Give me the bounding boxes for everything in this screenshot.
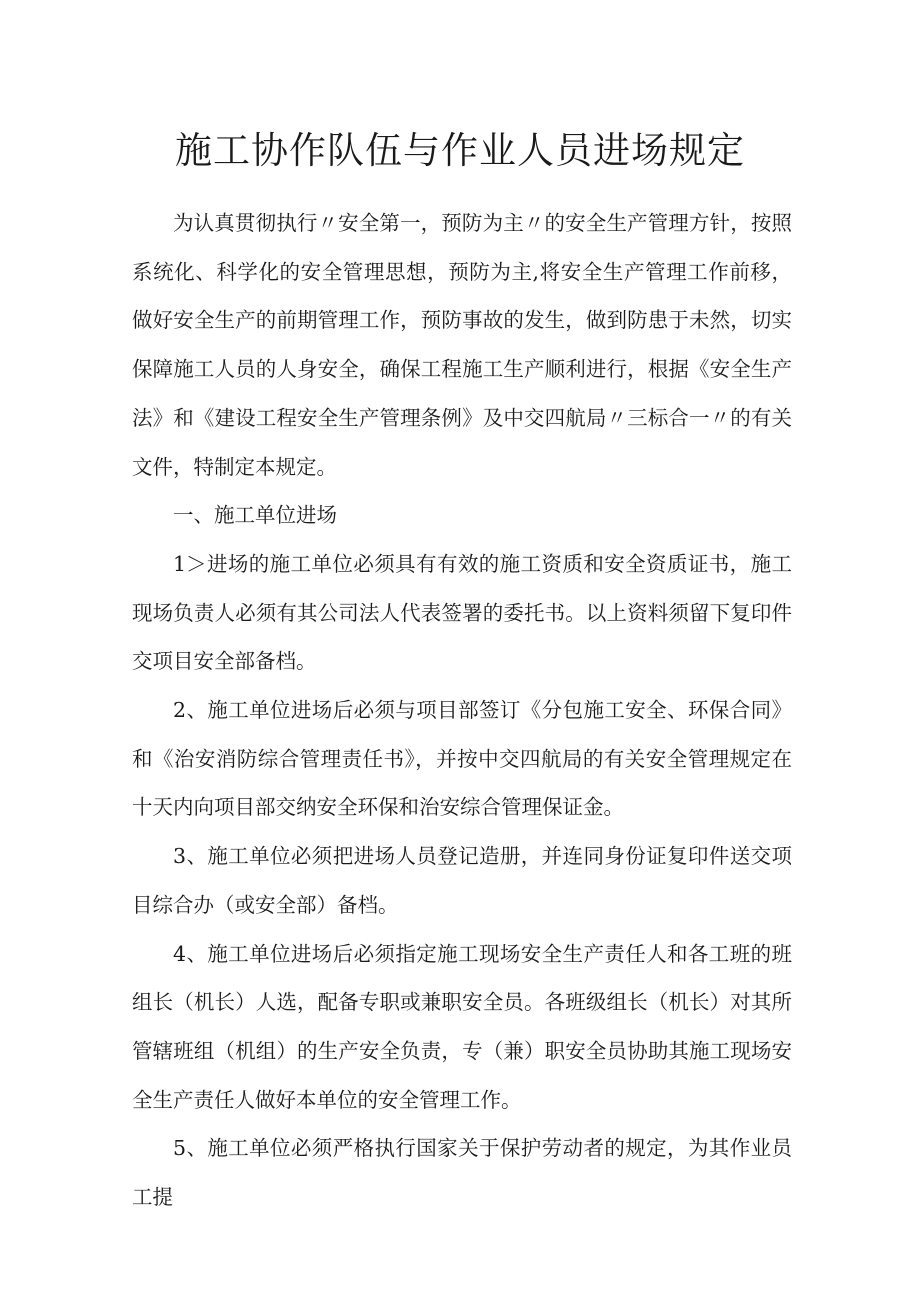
document-body [132,199,792,1222]
section-heading: 一、施工单位进场 [173,503,337,528]
clause-1: 1＞进场的施工单位必须具有有效的施工资质和安全资质证书，施工现场负责人必须有其公司法人代表签署的委托书。以上资料须留下复印件交项目安全部备档。 [132,551,792,674]
document-title: 施工协作队伍与作业人员进场规定 [175,129,745,172]
clause-5: 5、施工单位必须严格执行国家关于保护劳动者的规定，为其作业员工提 [132,1136,792,1210]
clause-2: 2、施工单位进场后必须与项目部签订《分包施工安全、环保合同》和《治安消防综合管理责任书》，并按中交四航局的有关安全管理规定在十天内向项目部交纳安全环保和治安综合管理保证金。 [132,698,792,820]
clause-4: 4、施工单位进场后必须指定施工现场安全生产责任人和各工班的班组长（机长）人选，配备专职或兼职安全员。各班级组长（机长）对其所管辖班组（机组）的生产安全负责，专（兼）职安全员协助其施工现场安全生产责任人做好本单位的安全管理工作。 [132,941,792,1112]
intro-paragraph: 为认真贯彻执行〃安全第一，预防为主〃的安全生产管理方针，按照系统化、科学化的安全管理思想，预防为主,将安全生产管理工作前移，做好安全生产的前期管理工作，预防事故的发生，做到防患于未然，切实保障施工人员的人身安全，确保工程施工生产顺利进行，根据《安全生产法》和《建设工程安全生产管理条例》及中交四航局〃三标合一〃的有关文件，特制定本规定。 [132,211,792,479]
clause-3: 3、施工单位必须把进场人员登记造册，并连同身份证复印件送交项目综合办（或安全部）备档。 [132,844,792,917]
